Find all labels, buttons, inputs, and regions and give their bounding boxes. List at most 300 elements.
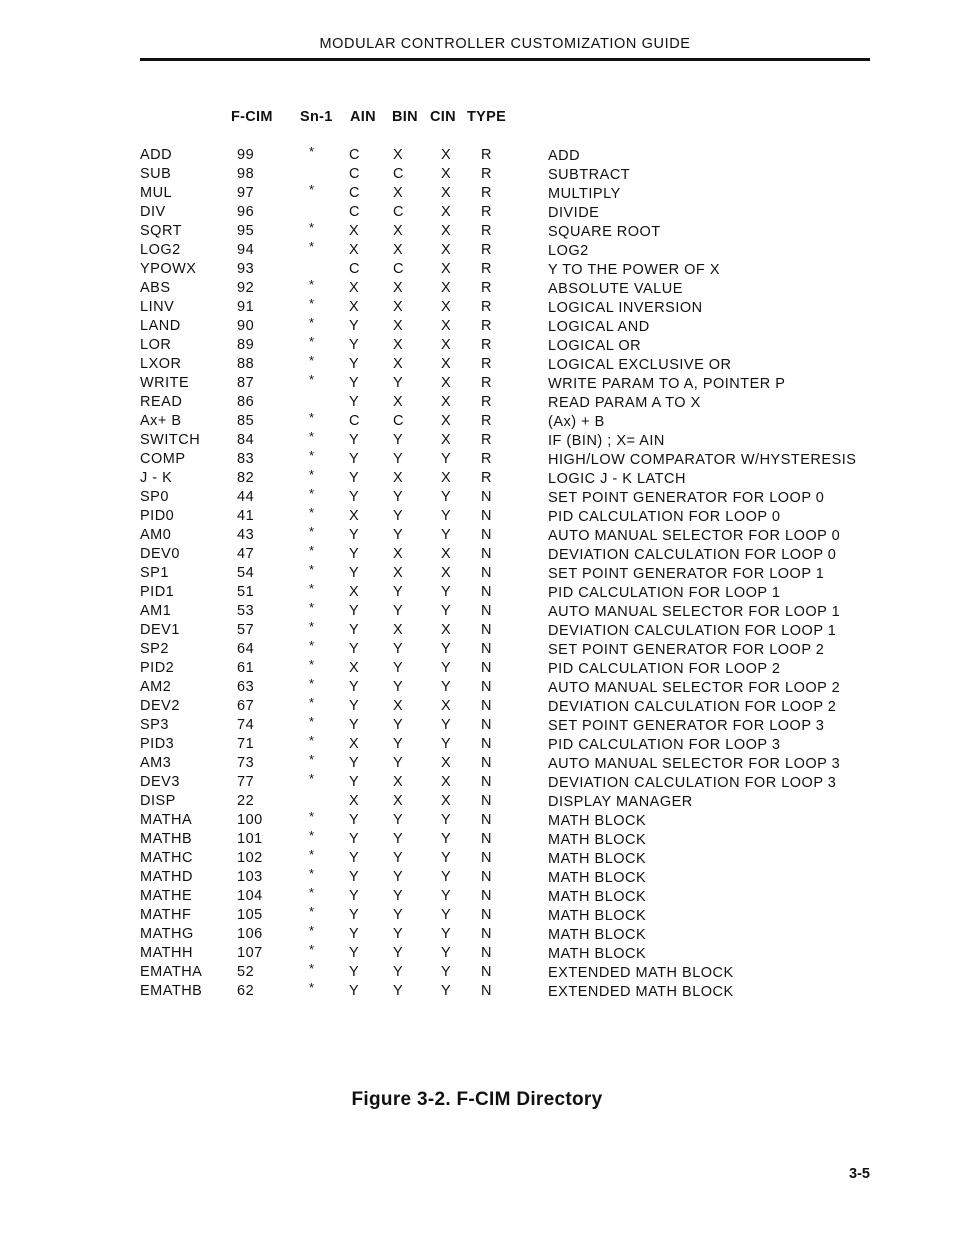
table-row (0, 733, 954, 755)
sn1-flag: * (309, 885, 315, 900)
fcim-number: 62 (237, 983, 255, 999)
sn1-flag: * (309, 410, 315, 425)
function-name: MATHF (140, 907, 192, 923)
cin-code: X (441, 280, 452, 296)
bin-code: X (393, 394, 404, 410)
function-name: PID2 (140, 660, 175, 676)
bin-code: Y (393, 489, 404, 505)
cin-code: Y (441, 603, 452, 619)
sn1-flag: * (309, 315, 315, 330)
cin-code: X (441, 375, 452, 391)
bin-code: X (393, 546, 404, 562)
fcim-number: 61 (237, 660, 255, 676)
fcim-number: 54 (237, 565, 255, 581)
column-header-type: TYPE (467, 109, 507, 125)
type-code: N (481, 774, 492, 790)
column-header-cin: CIN (430, 109, 456, 125)
ain-code: Y (349, 945, 360, 961)
cin-code: X (441, 166, 452, 182)
table-row (0, 828, 954, 850)
type-code: R (481, 185, 492, 201)
fcim-number: 105 (237, 907, 263, 923)
page-number: 3-5 (849, 1166, 870, 1182)
ain-code: Y (349, 869, 360, 885)
fcim-number: 47 (237, 546, 255, 562)
function-name: MATHC (140, 850, 193, 866)
bin-code: Y (393, 375, 404, 391)
table-row (0, 166, 954, 185)
fcim-number: 106 (237, 926, 263, 942)
function-description: MATH BLOCK (548, 889, 647, 905)
fcim-number: 98 (237, 166, 255, 182)
bin-code: Y (393, 964, 404, 980)
type-code: N (481, 983, 492, 999)
ain-code: Y (349, 698, 360, 714)
table-row (0, 467, 954, 489)
fcim-number: 85 (237, 413, 255, 429)
table-row (0, 676, 954, 698)
function-name: AM1 (140, 603, 172, 619)
fcim-number: 88 (237, 356, 255, 372)
table-row (0, 847, 954, 869)
fcim-number: 104 (237, 888, 263, 904)
fcim-number: 96 (237, 204, 255, 220)
sn1-flag: * (309, 714, 315, 729)
cin-code: Y (441, 907, 452, 923)
ain-code: Y (349, 888, 360, 904)
bin-code: Y (393, 831, 404, 847)
fcim-number: 51 (237, 584, 255, 600)
type-code: R (481, 375, 492, 391)
table-row (0, 315, 954, 337)
ain-code: Y (349, 774, 360, 790)
function-description: MATH BLOCK (548, 832, 647, 848)
cin-code: X (441, 698, 452, 714)
ain-code: Y (349, 394, 360, 410)
function-description: LOGICAL OR (548, 338, 642, 354)
function-description: LOGIC J - K LATCH (548, 471, 686, 487)
ain-code: Y (349, 679, 360, 695)
function-name: AM2 (140, 679, 172, 695)
fcim-number: 74 (237, 717, 255, 733)
ain-code: Y (349, 527, 360, 543)
table-row (0, 581, 954, 603)
cin-code: X (441, 147, 452, 163)
ain-code: Y (349, 565, 360, 581)
ain-code: C (349, 204, 360, 220)
cin-code: Y (441, 945, 452, 961)
function-name: READ (140, 394, 183, 410)
ain-code: X (349, 299, 360, 315)
cin-code: Y (441, 964, 452, 980)
function-description: DEVIATION CALCULATION FOR LOOP 3 (548, 775, 837, 791)
type-code: N (481, 660, 492, 676)
type-code: R (481, 318, 492, 334)
function-name: MATHG (140, 926, 194, 942)
type-code: N (481, 565, 492, 581)
cin-code: X (441, 356, 452, 372)
type-code: R (481, 337, 492, 353)
sn1-flag: * (309, 182, 315, 197)
bin-code: Y (393, 641, 404, 657)
table-row (0, 638, 954, 660)
function-description: READ PARAM A TO X (548, 395, 701, 411)
type-code: R (481, 451, 492, 467)
bin-code: C (393, 166, 404, 182)
ain-code: Y (349, 337, 360, 353)
table-row (0, 182, 954, 204)
bin-code: Y (393, 888, 404, 904)
bin-code: Y (393, 907, 404, 923)
bin-code: Y (393, 584, 404, 600)
sn1-flag: * (309, 448, 315, 463)
function-description: DEVIATION CALCULATION FOR LOOP 0 (548, 547, 837, 563)
function-name: SP0 (140, 489, 169, 505)
function-name: LAND (140, 318, 181, 334)
cin-code: X (441, 204, 452, 220)
column-header-ain: AIN (350, 109, 376, 125)
ain-code: X (349, 223, 360, 239)
cin-code: Y (441, 717, 452, 733)
sn1-flag: * (309, 296, 315, 311)
bin-code: Y (393, 755, 404, 771)
table-row (0, 277, 954, 299)
function-description: DEVIATION CALCULATION FOR LOOP 2 (548, 699, 837, 715)
function-name: ADD (140, 147, 173, 163)
fcim-number: 101 (237, 831, 263, 847)
sn1-flag: * (309, 524, 315, 539)
ain-code: Y (349, 812, 360, 828)
function-description: SET POINT GENERATOR FOR LOOP 2 (548, 642, 825, 658)
bin-code: X (393, 185, 404, 201)
bin-code: X (393, 147, 404, 163)
bin-code: C (393, 261, 404, 277)
function-description: DISPLAY MANAGER (548, 794, 693, 810)
cin-code: X (441, 622, 452, 638)
ain-code: Y (349, 717, 360, 733)
fcim-number: 77 (237, 774, 255, 790)
fcim-number: 95 (237, 223, 255, 239)
table-row (0, 809, 954, 831)
function-name: PID0 (140, 508, 175, 524)
function-name: AM3 (140, 755, 172, 771)
fcim-number: 107 (237, 945, 263, 961)
function-name: YPOWX (140, 261, 197, 277)
sn1-flag: * (309, 733, 315, 748)
sn1-flag: * (309, 581, 315, 596)
type-code: N (481, 717, 492, 733)
type-code: R (481, 280, 492, 296)
function-name: LOG2 (140, 242, 181, 258)
function-description: LOGICAL EXCLUSIVE OR (548, 357, 732, 373)
cin-code: X (441, 223, 452, 239)
fcim-number: 22 (237, 793, 255, 809)
type-code: R (481, 223, 492, 239)
column-header-sn1: Sn-1 (300, 109, 333, 125)
cin-code: X (441, 470, 452, 486)
bin-code: Y (393, 451, 404, 467)
cin-code: X (441, 793, 452, 809)
fcim-number: 44 (237, 489, 255, 505)
function-name: J - K (140, 470, 173, 486)
function-name: MATHB (140, 831, 193, 847)
ain-code: X (349, 736, 360, 752)
cin-code: X (441, 299, 452, 315)
sn1-flag: * (309, 676, 315, 691)
ain-code: X (349, 793, 360, 809)
running-head: MODULAR CONTROLLER CUSTOMIZATION GUIDE (319, 36, 691, 52)
type-code: R (481, 261, 492, 277)
function-description: ADD (548, 148, 581, 164)
ain-code: Y (349, 451, 360, 467)
function-description: EXTENDED MATH BLOCK (548, 984, 734, 1000)
bin-code: X (393, 470, 404, 486)
ain-code: Y (349, 375, 360, 391)
fcim-number: 94 (237, 242, 255, 258)
function-description: AUTO MANUAL SELECTOR FOR LOOP 2 (548, 680, 841, 696)
bin-code: Y (393, 508, 404, 524)
ain-code: Y (349, 489, 360, 505)
type-code: N (481, 698, 492, 714)
bin-code: Y (393, 926, 404, 942)
cin-code: Y (441, 831, 452, 847)
fcim-number: 91 (237, 299, 255, 315)
fcim-number: 100 (237, 812, 263, 828)
function-description: AUTO MANUAL SELECTOR FOR LOOP 1 (548, 604, 841, 620)
fcim-number: 84 (237, 432, 255, 448)
table-row (0, 961, 954, 983)
sn1-flag: * (309, 543, 315, 558)
type-code: N (481, 546, 492, 562)
bin-code: X (393, 565, 404, 581)
ain-code: Y (349, 432, 360, 448)
cin-code: Y (441, 850, 452, 866)
ain-code: Y (349, 318, 360, 334)
table-row (0, 394, 954, 413)
bin-code: X (393, 356, 404, 372)
bin-code: X (393, 280, 404, 296)
ain-code: Y (349, 831, 360, 847)
sn1-flag: * (309, 771, 315, 786)
sn1-flag: * (309, 752, 315, 767)
fcim-number: 53 (237, 603, 255, 619)
fcim-number: 82 (237, 470, 255, 486)
table-row (0, 885, 954, 907)
function-name: SQRT (140, 223, 183, 239)
function-description: MULTIPLY (548, 186, 621, 202)
ain-code: Y (349, 964, 360, 980)
sn1-flag: * (309, 904, 315, 919)
function-description: AUTO MANUAL SELECTOR FOR LOOP 0 (548, 528, 841, 544)
sn1-flag: * (309, 372, 315, 387)
function-description: MATH BLOCK (548, 851, 647, 867)
sn1-flag: * (309, 220, 315, 235)
function-name: AM0 (140, 527, 172, 543)
bin-code: Y (393, 983, 404, 999)
sn1-flag: * (309, 942, 315, 957)
sn1-flag: * (309, 353, 315, 368)
sn1-flag: * (309, 657, 315, 672)
cin-code: Y (441, 641, 452, 657)
type-code: N (481, 907, 492, 923)
sn1-flag: * (309, 809, 315, 824)
cin-code: Y (441, 451, 452, 467)
bin-code: X (393, 774, 404, 790)
type-code: N (481, 603, 492, 619)
type-code: R (481, 204, 492, 220)
ain-code: C (349, 413, 360, 429)
cin-code: Y (441, 508, 452, 524)
table-row (0, 657, 954, 679)
bin-code: X (393, 318, 404, 334)
sn1-flag: * (309, 277, 315, 292)
table-row (0, 923, 954, 945)
table-row (0, 296, 954, 318)
ain-code: Y (349, 622, 360, 638)
fcim-number: 90 (237, 318, 255, 334)
cin-code: Y (441, 489, 452, 505)
cin-code: Y (441, 983, 452, 999)
function-description: WRITE PARAM TO A, POINTER P (548, 376, 786, 392)
function-name: PID3 (140, 736, 175, 752)
cin-code: X (441, 546, 452, 562)
function-description: SET POINT GENERATOR FOR LOOP 1 (548, 566, 825, 582)
ain-code: C (349, 261, 360, 277)
column-header-bin: BIN (392, 109, 418, 125)
header-rule (140, 58, 870, 61)
table-row (0, 695, 954, 717)
cin-code: X (441, 413, 452, 429)
table-row (0, 486, 954, 508)
function-name: MATHH (140, 945, 193, 961)
bin-code: Y (393, 660, 404, 676)
ain-code: Y (349, 546, 360, 562)
sn1-flag: * (309, 144, 315, 159)
function-description: EXTENDED MATH BLOCK (548, 965, 734, 981)
cin-code: Y (441, 584, 452, 600)
cin-code: X (441, 185, 452, 201)
type-code: N (481, 584, 492, 600)
sn1-flag: * (309, 239, 315, 254)
sn1-flag: * (309, 828, 315, 843)
type-code: R (481, 470, 492, 486)
cin-code: Y (441, 926, 452, 942)
function-name: DEV2 (140, 698, 180, 714)
type-code: N (481, 679, 492, 695)
fcim-number: 93 (237, 261, 255, 277)
function-description: LOGICAL AND (548, 319, 650, 335)
bin-code: Y (393, 850, 404, 866)
type-code: N (481, 736, 492, 752)
sn1-flag: * (309, 961, 315, 976)
function-description: SET POINT GENERATOR FOR LOOP 3 (548, 718, 825, 734)
ain-code: Y (349, 926, 360, 942)
type-code: N (481, 964, 492, 980)
table-row (0, 942, 954, 964)
table-row (0, 771, 954, 793)
bin-code: X (393, 698, 404, 714)
function-description: HIGH/LOW COMPARATOR W/HYSTERESIS (548, 452, 857, 468)
sn1-flag: * (309, 486, 315, 501)
function-name: DIV (140, 204, 166, 220)
table-row (0, 429, 954, 451)
function-name: DEV0 (140, 546, 180, 562)
table-row (0, 904, 954, 926)
function-description: DEVIATION CALCULATION FOR LOOP 1 (548, 623, 837, 639)
fcim-number: 73 (237, 755, 255, 771)
table-row (0, 866, 954, 888)
type-code: N (481, 527, 492, 543)
type-code: N (481, 869, 492, 885)
table-row (0, 448, 954, 470)
function-description: PID CALCULATION FOR LOOP 2 (548, 661, 781, 677)
type-code: R (481, 166, 492, 182)
column-header-fcim: F-CIM (231, 109, 273, 125)
fcim-number: 52 (237, 964, 255, 980)
function-name: MATHD (140, 869, 193, 885)
type-code: R (481, 394, 492, 410)
table-row (0, 220, 954, 242)
function-name: DEV1 (140, 622, 180, 638)
function-description: LOG2 (548, 243, 589, 259)
function-description: Y TO THE POWER OF X (548, 262, 720, 278)
table-row (0, 261, 954, 280)
function-description: MATH BLOCK (548, 813, 647, 829)
function-name: SWITCH (140, 432, 201, 448)
sn1-flag: * (309, 866, 315, 881)
sn1-flag: * (309, 562, 315, 577)
bin-code: X (393, 793, 404, 809)
type-code: N (481, 793, 492, 809)
fcim-number: 63 (237, 679, 255, 695)
table-row (0, 980, 954, 1002)
table-row (0, 353, 954, 375)
function-description: SQUARE ROOT (548, 224, 661, 240)
type-code: N (481, 641, 492, 657)
fcim-number: 89 (237, 337, 255, 353)
bin-code: Y (393, 603, 404, 619)
bin-code: X (393, 223, 404, 239)
ain-code: C (349, 166, 360, 182)
function-name: LOR (140, 337, 172, 353)
ain-code: X (349, 280, 360, 296)
function-name: MATHA (140, 812, 193, 828)
ain-code: Y (349, 470, 360, 486)
function-description: ABSOLUTE VALUE (548, 281, 683, 297)
ain-code: C (349, 147, 360, 163)
cin-code: X (441, 337, 452, 353)
fcim-number: 57 (237, 622, 255, 638)
function-name: EMATHA (140, 964, 203, 980)
cin-code: X (441, 432, 452, 448)
cin-code: X (441, 394, 452, 410)
bin-code: Y (393, 812, 404, 828)
function-description: SUBTRACT (548, 167, 631, 183)
sn1-flag: * (309, 334, 315, 349)
function-name: DEV3 (140, 774, 180, 790)
function-name: LXOR (140, 356, 182, 372)
fcim-number: 99 (237, 147, 255, 163)
bin-code: X (393, 622, 404, 638)
bin-code: X (393, 299, 404, 315)
type-code: N (481, 888, 492, 904)
type-code: R (481, 242, 492, 258)
function-name: MUL (140, 185, 173, 201)
sn1-flag: * (309, 429, 315, 444)
function-description: PID CALCULATION FOR LOOP 1 (548, 585, 781, 601)
ain-code: Y (349, 356, 360, 372)
fcim-number: 67 (237, 698, 255, 714)
